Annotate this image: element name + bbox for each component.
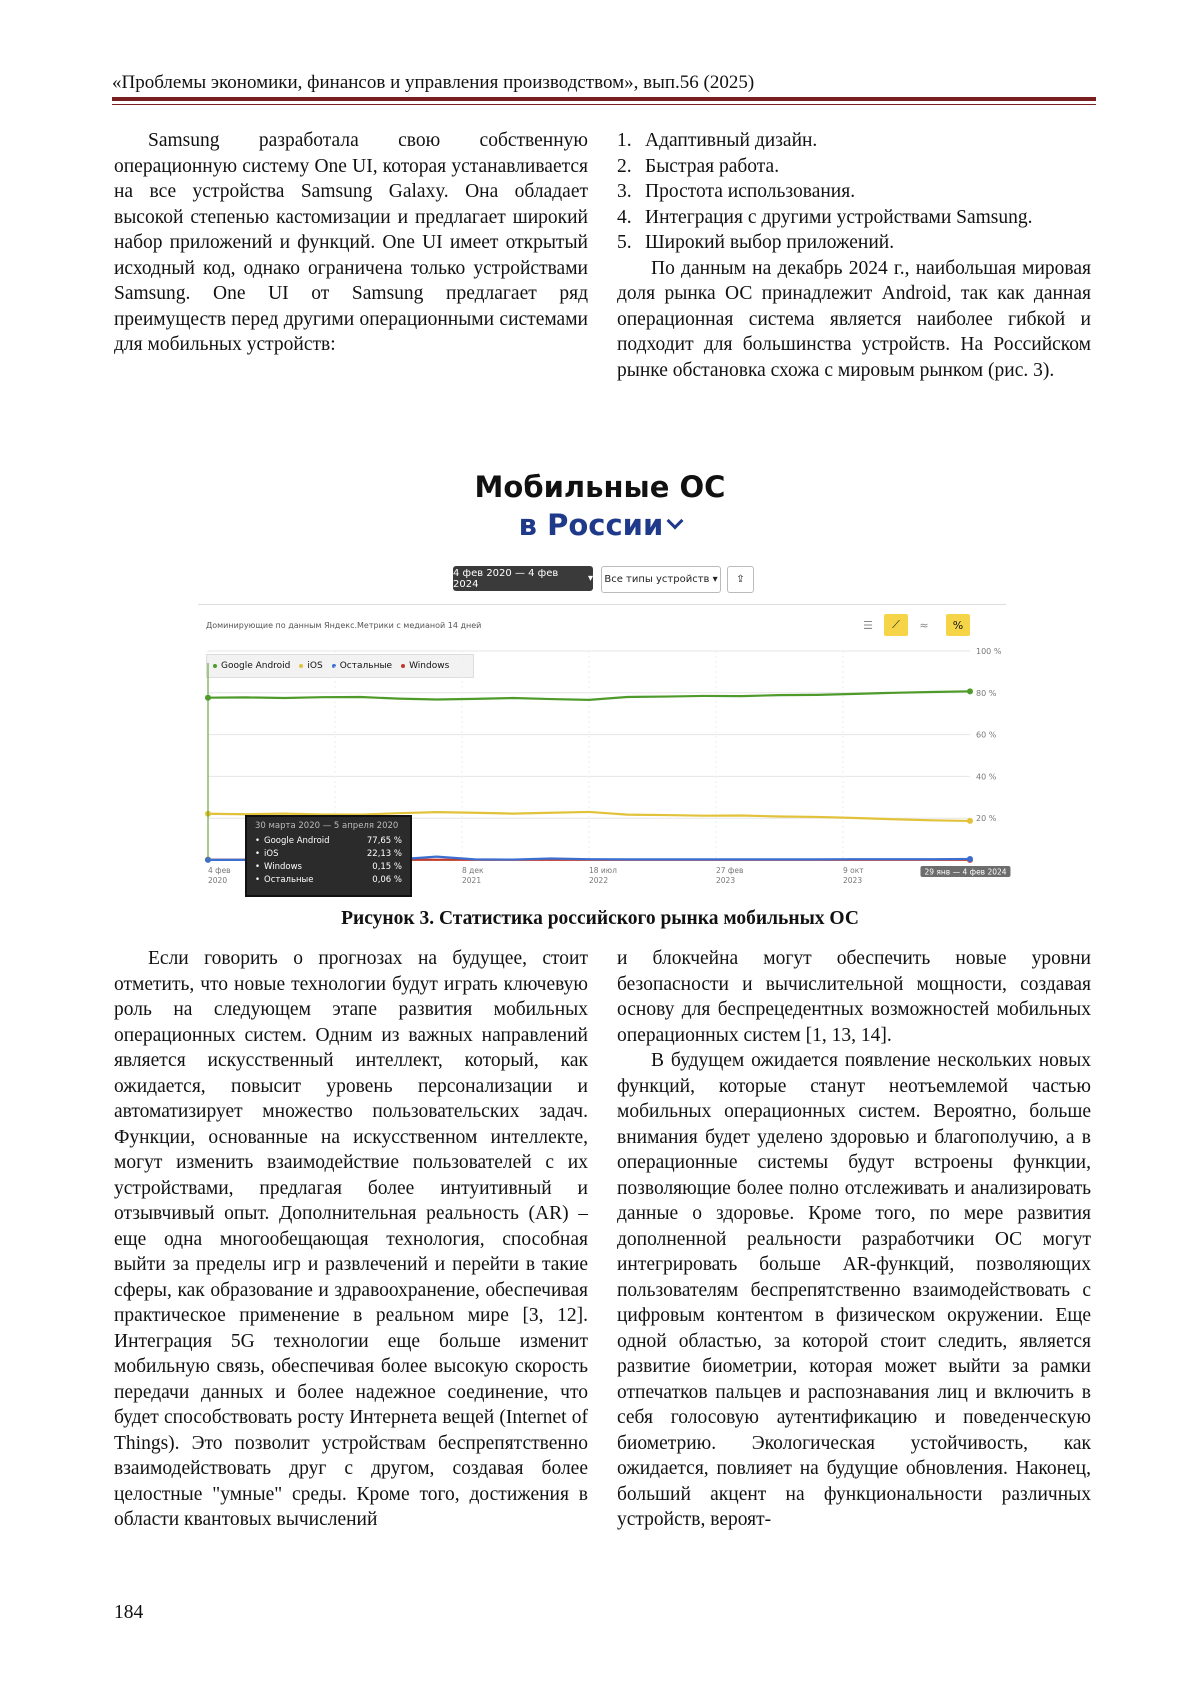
data-point [967,688,973,694]
area-chart-icon[interactable]: ≈ [919,618,929,632]
data-point [664,696,666,698]
legend-ios[interactable]: iOS [299,661,322,671]
legend-windows[interactable]: Windows [401,661,449,671]
data-point [817,694,819,696]
data-point [398,812,400,814]
legend-other[interactable]: Остальные [332,661,392,671]
data-point [855,858,857,860]
figure-region-selector[interactable]: в России [0,508,1200,542]
list-item: 2. Быстрая работа. [617,155,780,177]
y-tick-label: 60 % [976,730,997,740]
data-point [283,697,285,699]
data-point [779,859,781,861]
data-point [855,817,857,819]
data-point [360,696,362,698]
data-point [817,859,819,861]
data-point [436,856,438,858]
x-tick-label: 9 окт [843,866,864,875]
data-point [967,818,973,824]
data-point [245,697,247,699]
percent-icon[interactable]: % [946,614,970,636]
data-point [588,699,590,701]
data-point [626,859,628,861]
data-point [664,859,666,861]
data-point [893,858,895,860]
x-tick-label: 4 фев [208,866,231,875]
data-point [931,691,933,693]
data-point [893,818,895,820]
x-tick-label: 18 июл [589,866,617,875]
figure-title: Мобильные ОС [474,470,726,504]
data-point [588,858,590,860]
highlight-range-label: 29 янв — 4 фев 2024 [924,867,1007,877]
device-type-select[interactable]: Все типы устройств ▾ [601,566,721,593]
market-paragraph: По данным на декабрь 2024 г., наибольшая мировая доля рынка ОС принадлежит Android, так как данная операционная система является наиболее гибкой и подходит для большинства устройств. На Российском рынке обстановка схожа с мировым рынком (рис. 3). [617,257,1091,381]
data-point [474,698,476,700]
data-point [512,813,514,815]
data-point [550,812,552,814]
data-point [436,859,438,861]
share-icon: ⇪ [736,574,745,585]
data-point [588,811,590,813]
data-point [626,696,628,698]
data-point [436,699,438,701]
x-tick-label: 2021 [462,876,482,885]
y-tick-label: 40 % [976,772,997,782]
data-point [703,695,705,697]
running-header: «Проблемы экономики, финансов и управления производством», вып.56 (2025) [112,72,755,93]
data-point [893,692,895,694]
list-item: 4. Интеграция с другими устройствами Samsung. [617,206,1033,228]
y-tick-label: 20 % [976,814,997,824]
legend-android[interactable]: Google Android [213,661,290,671]
data-point [550,858,552,860]
data-point [967,856,973,862]
list-item: 1. Адаптивный дизайн. [617,130,818,151]
data-point [474,859,476,861]
list-item: 3. Простота использования. [617,181,856,202]
data-point [322,696,324,698]
future-features-paragraph: В будущем ожидается появление нескольких новых функций, которые станут неотъемлемой частью мобильных операционных систем. Вероятно, больше внимания будет уделено здоровью и благополучию, а в операционные системы будут встроены функции, позволяющие более полно отслеживать и анализировать данные о здоровье. Кроме того, по мере развития дополненной реальности разработчики ОС могут интегрировать больше AR-функций, позволяющих пользователям беспрепятственно взаимодействовать с цифровым контентом в физическом окружении. Еще одной областью, за которой стоит следить, является развитие биометрии, которая может выйти за рамки отпечатков пальцев и распознавания лиц и включить в себя голосовую аутентификацию и поведенческую биометрию. Экологическая устойчивость, как ожидается, повлияет на будущие обновления. Наконец, больший акцент на функциональности различных устройств, вероят- [617,1050,1091,1530]
x-tick-label: 2022 [589,876,609,885]
one-ui-paragraph: Samsung разработала свою собственную операционную систему One UI, которая устанавливается на все устройства Samsung Galaxy. Она обладает высокой степенью кастомизации и предлагает широкий набор приложений и функций. One UI имеет открытый исходный код, однако ограничена только устройствами Samsung. One UI от Samsung предлагает ряд преимуществ перед другими операционными системами для мобильных устройств: [114,130,588,355]
data-point [512,697,514,699]
data-point [703,815,705,817]
line-chart-icon[interactable]: ⟋ [884,614,908,636]
x-tick-label: 27 фев [716,866,744,875]
figure-caption: Рисунок 3. Статистика российского рынка мобильных ОС [341,908,859,929]
x-tick-label: 2020 [208,876,228,885]
y-tick-label: 80 % [976,688,997,698]
x-tick-label: 8 дек [462,866,484,875]
data-point [931,858,933,860]
data-point [436,811,438,813]
x-tick-label: 2023 [716,876,736,885]
page-number: 184 [114,1602,144,1623]
date-range-button[interactable]: 4 фев 2020 — 4 фев 2024 ▾ [453,567,593,590]
data-point [474,812,476,814]
data-point [703,859,705,861]
data-point [779,694,781,696]
data-point [817,816,819,818]
blockchain-paragraph: и блокчейна могут обеспечить новые уровни безопасности и вычислительной мощности, создавая основу для беспрецедентных возможностей мобильных операционных систем [1, 13, 14]. [617,948,1091,1046]
x-tick-label: 2023 [843,876,863,885]
data-point [626,814,628,816]
data-point [741,815,743,817]
bottom-left-column [114,946,588,1533]
data-point [779,816,781,818]
list-item: 5. Широкий выбор приложений. [617,232,895,253]
data-point [741,695,743,697]
chart-note: Доминирующие по данным Яндекс.Метрики с медианой 14 дней [206,621,482,630]
data-point [664,814,666,816]
data-point [512,859,514,861]
data-point [741,859,743,861]
y-tick-label: 100 % [976,647,1002,656]
data-point [398,698,400,700]
data-point [931,819,933,821]
chart-tooltip: 30 марта 2020 — 5 апреля 2020 • Google Android 77,65 % • iOS 22,13 % • Windows 0,15 % • Остальные 0,06 % [245,815,412,897]
future-tech-paragraph: Если говорить о прогнозах на будущее, стоит отметить, что новые технологии будут играть ключевую роль на следующем этапе развития мобильных операционных систем. Одним из важных направлений является искусственный интеллект, который, как ожидается, повысит уровень персонализации и автоматизирует множество пользовательских задач. Функции, основанные на искусственном интеллекте, могут изменить взаимодействие пользователей с их устройствами, предлагая более интуитивный и отзывчивый опыт. Дополнительная реальность (AR) – еще одна многообещающая технология, способная выйти за пределы игр и развлечений и перейти в такие сферы, как образование и здравоохранение, обеспечивая практическое применение в реальном мире [3, 12]. Интеграция 5G технологии еще больше изменит мобильную связь, обеспечивая более высокую скорость передачи данных и более надежное соединение, что будет способствовать росту Интернета вещей (Internet of Things). Это позволит устройствам беспрепятственно взаимодействовать друг с другом, создавая более целостные "умные" среды. Кроме того, достижения в области квантовых вычислений [114,948,588,1530]
data-point [855,693,857,695]
data-point [550,698,552,700]
bottom-right-column [617,946,1091,1533]
table-view-icon[interactable]: ☰ [863,618,873,632]
